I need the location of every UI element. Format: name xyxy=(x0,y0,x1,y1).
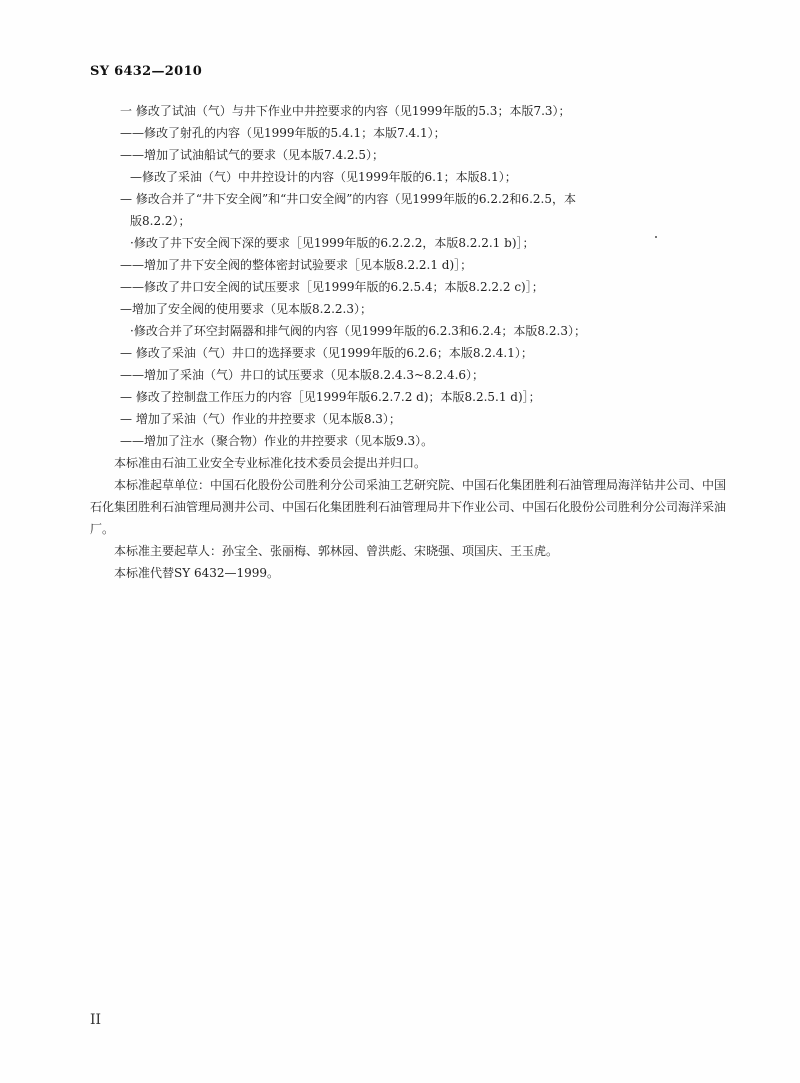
change-item: —增加了安全阀的使用要求（见本版8.2.2.3）； xyxy=(120,302,372,316)
change-item: — 增加了采油（气）作业的井控要求（见本版8.3）； xyxy=(120,412,401,426)
change-item: —修改了采油（气）中井控设计的内容（见1999年版的6.1；本版8.1）； xyxy=(130,170,517,184)
change-item: — 修改了控制盘工作压力的内容［见1999年版6.2.7.2 d)；本版8.2.5.1 d)］； xyxy=(120,390,541,404)
change-item: — 修改了采油（气）井口的选择要求（见1999年版的6.2.6；本版8.2.4.1）； xyxy=(120,346,533,360)
change-item: ·修改了井下安全阀下深的要求［见1999年版的6.2.2.2，本版8.2.2.1 b)］； xyxy=(130,236,535,250)
foreword-content xyxy=(90,100,730,584)
change-item: 一 修改了试油（气）与井下作业中井控要求的内容（见1999年版的5.3；本版7.3）； xyxy=(120,104,571,118)
change-item: ——增加了井下安全阀的整体密封试验要求［见本版8.2.2.1 d)］； xyxy=(120,258,473,272)
change-item-continuation: 版8.2.2）； xyxy=(130,214,191,228)
change-item: ·修改合并了环空封隔器和排气阀的内容（见1999年版的6.2.3和6.2.4；本版8.2.3）； xyxy=(130,324,586,338)
change-item: ——增加了试油船试气的要求（见本版7.4.2.5）； xyxy=(120,148,384,162)
drafters-paragraph: 本标准主要起草人：孙宝全、张丽梅、郭林园、曾洪彪、宋晓强、项国庆、王玉虎。 xyxy=(114,544,559,558)
change-item: ——修改了井口安全阀的试压要求［见1999年版的6.2.5.4；本版8.2.2.2 c)］； xyxy=(120,280,544,294)
page-number-mark: II xyxy=(90,1012,102,1028)
change-item: ——增加了采油（气）井口的试压要求（见本版8.2.4.3~8.2.4.6）； xyxy=(120,368,485,382)
change-item: ——增加了注水（聚合物）作业的井控要求（见本版9.3）。 xyxy=(120,434,434,448)
scan-speck xyxy=(655,236,657,238)
change-item: — 修改合并了“井下安全阀”和“井口安全阀”的内容（见1999年版的6.2.2和6.2.5，本 xyxy=(120,192,576,206)
replaces-paragraph: 本标准代替SY 6432—1999。 xyxy=(114,566,280,580)
standard-code-header: SY 6432—2010 xyxy=(90,64,203,79)
drafting-units-paragraph: 本标准起草单位：中国石化股份公司胜利分公司采油工艺研究院、中国石化集团胜利石油管理局海洋钻井公司、中国石化集团胜利石油管理局测井公司、中国石化集团胜利石油管理局井下作业公司、中国石化股份公司胜利分公司海洋采油厂。 xyxy=(90,478,727,536)
proposer-paragraph: 本标准由石油工业安全专业标准化技术委员会提出并归口。 xyxy=(114,456,427,470)
change-item: ——修改了射孔的内容（见1999年版的5.4.1；本版7.4.1）； xyxy=(120,126,446,140)
